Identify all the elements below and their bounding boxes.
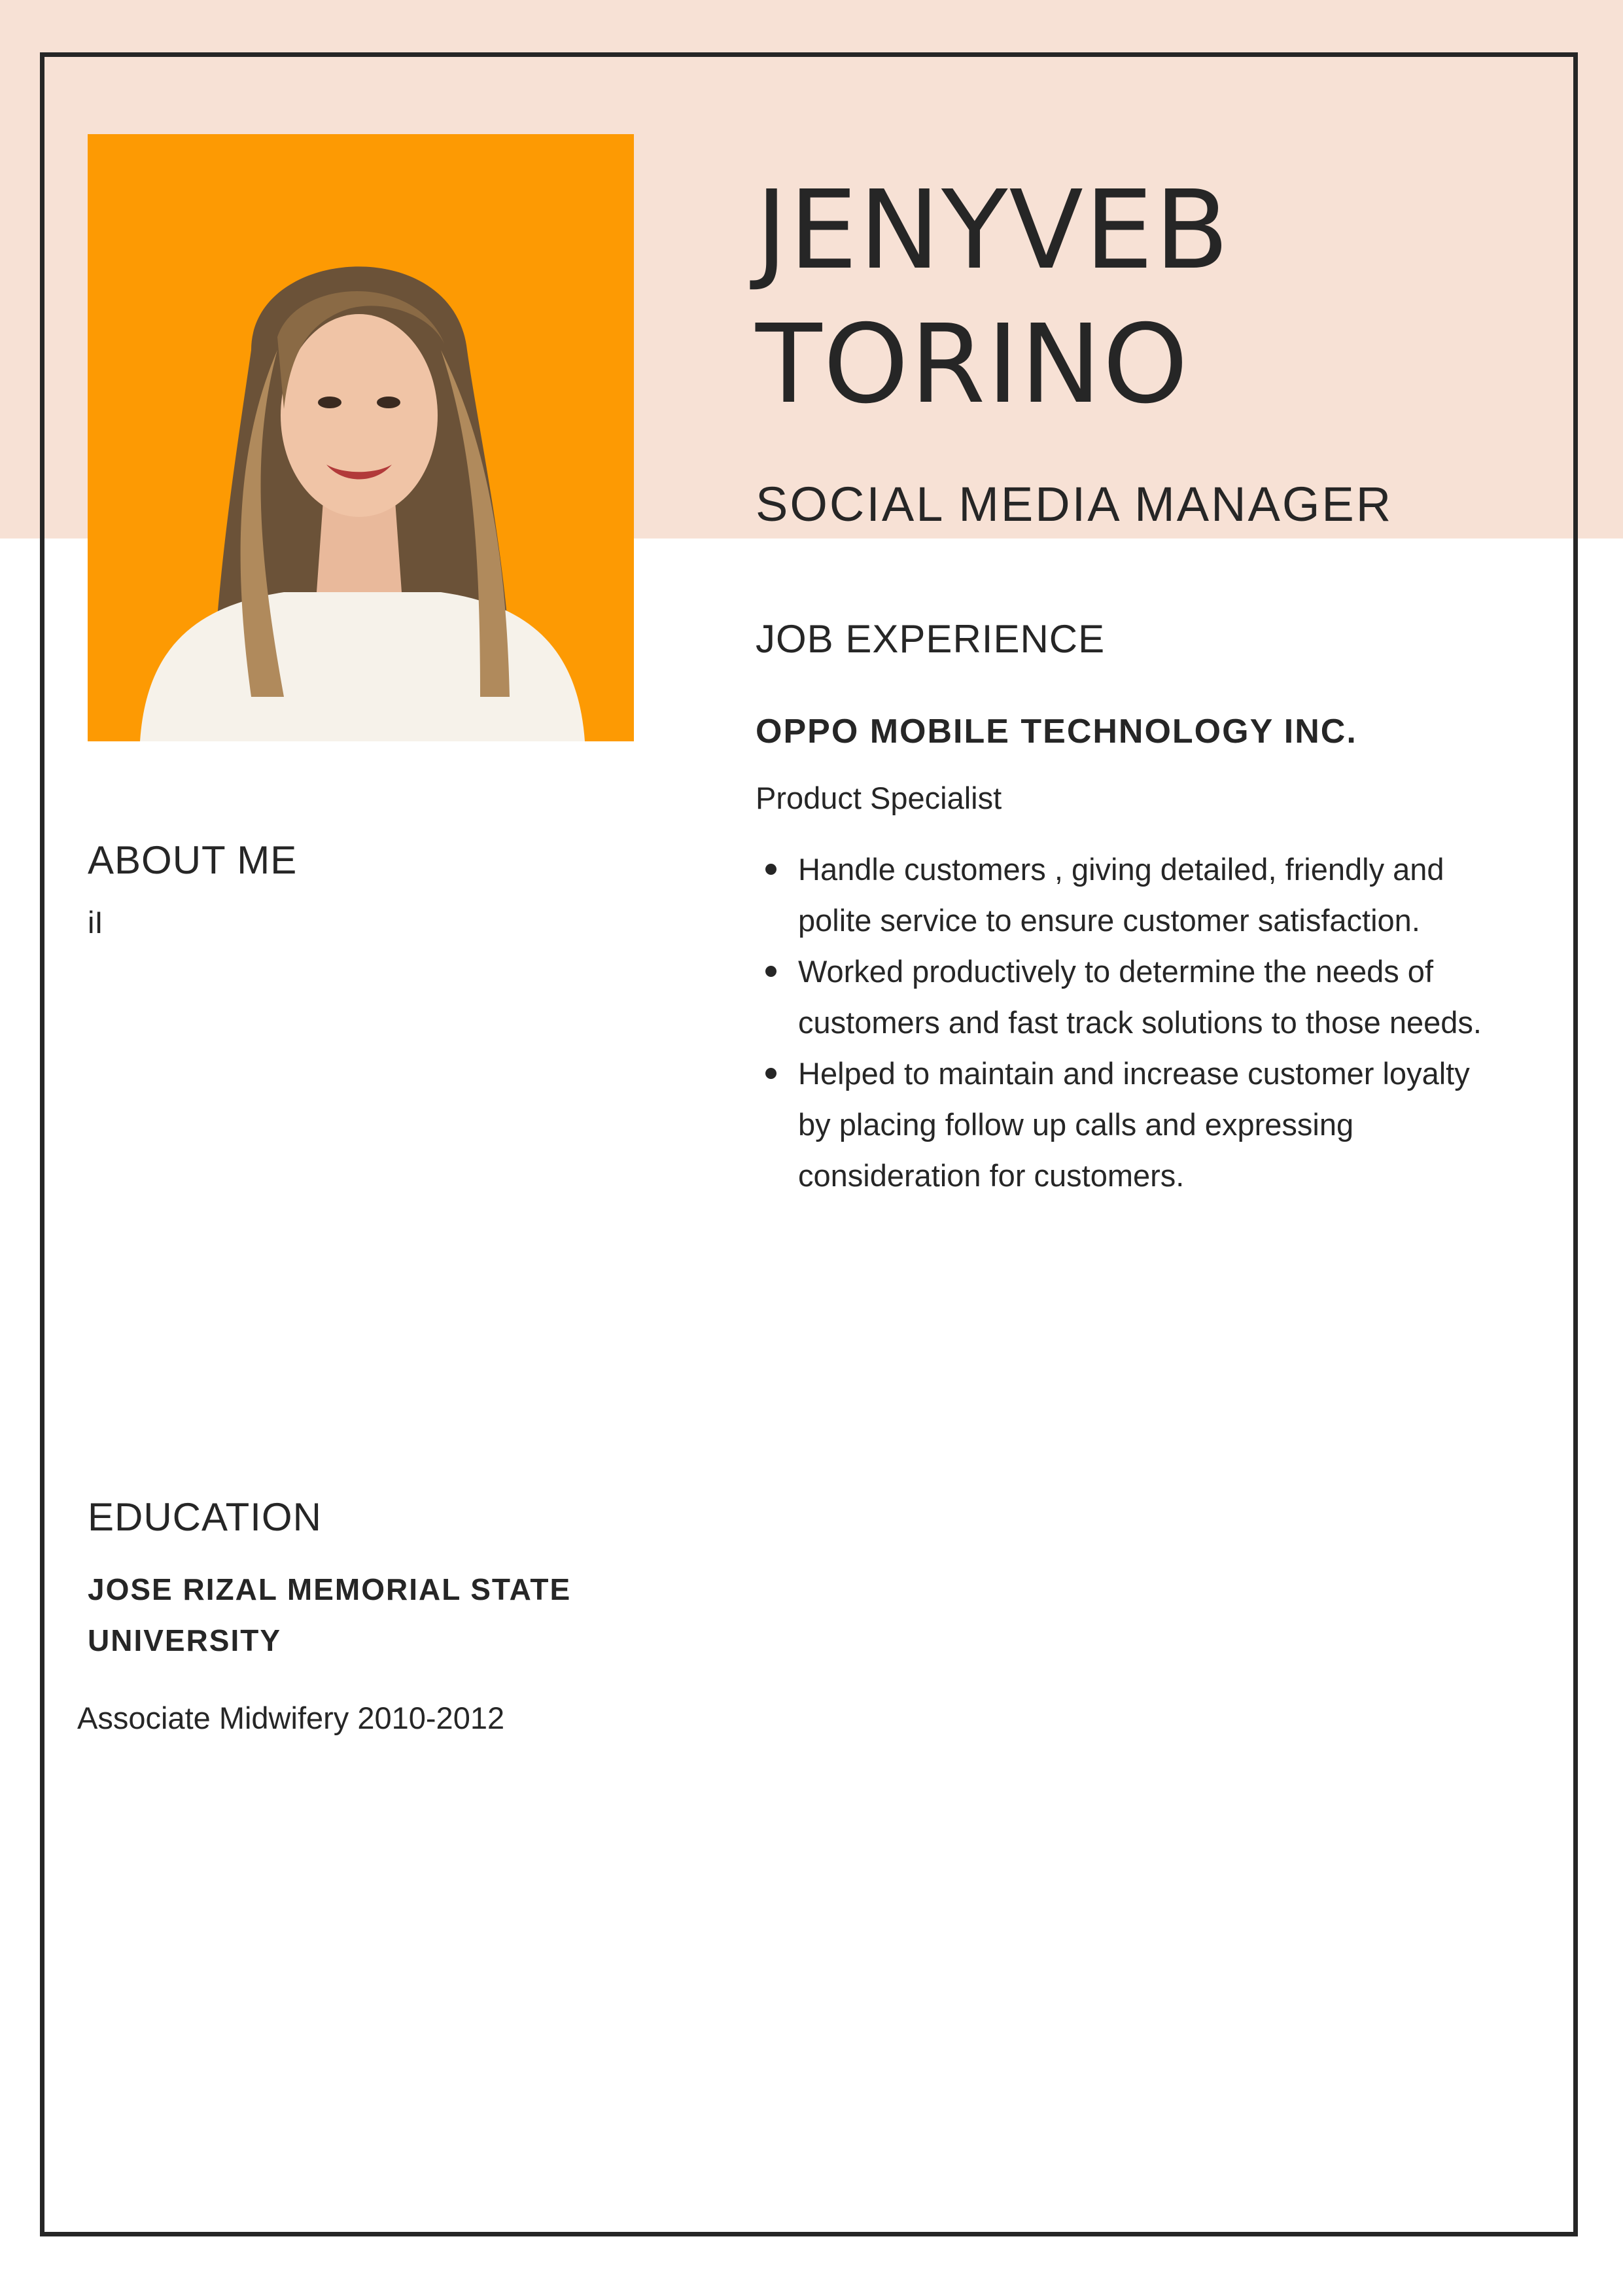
school-name: JOSE RIZAL MEMORIAL STATE UNIVERSITY: [88, 1572, 572, 1657]
responsibility-text: Worked productively to determine the needs of customers and fast track solutions to those needs.: [798, 954, 1482, 1040]
person-portrait-icon: [88, 134, 634, 741]
about-me-text: iI: [88, 905, 103, 940]
list-item: [765, 1048, 1485, 1201]
job-title: Product Specialist: [756, 781, 1002, 815]
list-item: [765, 844, 1485, 946]
responsibility-text: Helped to maintain and increase customer loyalty by placing follow up calls and expressing consideration for customers.: [798, 1056, 1470, 1193]
profile-photo: [88, 134, 634, 741]
last-name: TORINO: [756, 302, 1190, 428]
job-experience-heading: JOB EXPERIENCE: [756, 617, 1106, 661]
first-name: JENYVEB: [756, 168, 1230, 294]
bullet-icon: [765, 864, 777, 875]
degree-text: Associate Midwifery 2010-2012: [77, 1701, 505, 1735]
list-item: [765, 946, 1485, 1048]
company-name: OPPO MOBILE TECHNOLOGY INC.: [756, 713, 1357, 751]
responsibility-text: Handle customers , giving detailed, friendly and polite service to ensure customer satisfaction.: [798, 852, 1444, 938]
bullet-icon: [765, 1068, 777, 1079]
full-name: [756, 164, 1508, 432]
job-responsibilities-list: [765, 844, 1485, 1201]
education-heading: EDUCATION: [88, 1495, 322, 1539]
job-role: SOCIAL MEDIA MANAGER: [756, 477, 1393, 531]
bullet-icon: [765, 966, 777, 977]
about-me-heading: ABOUT ME: [88, 838, 298, 882]
